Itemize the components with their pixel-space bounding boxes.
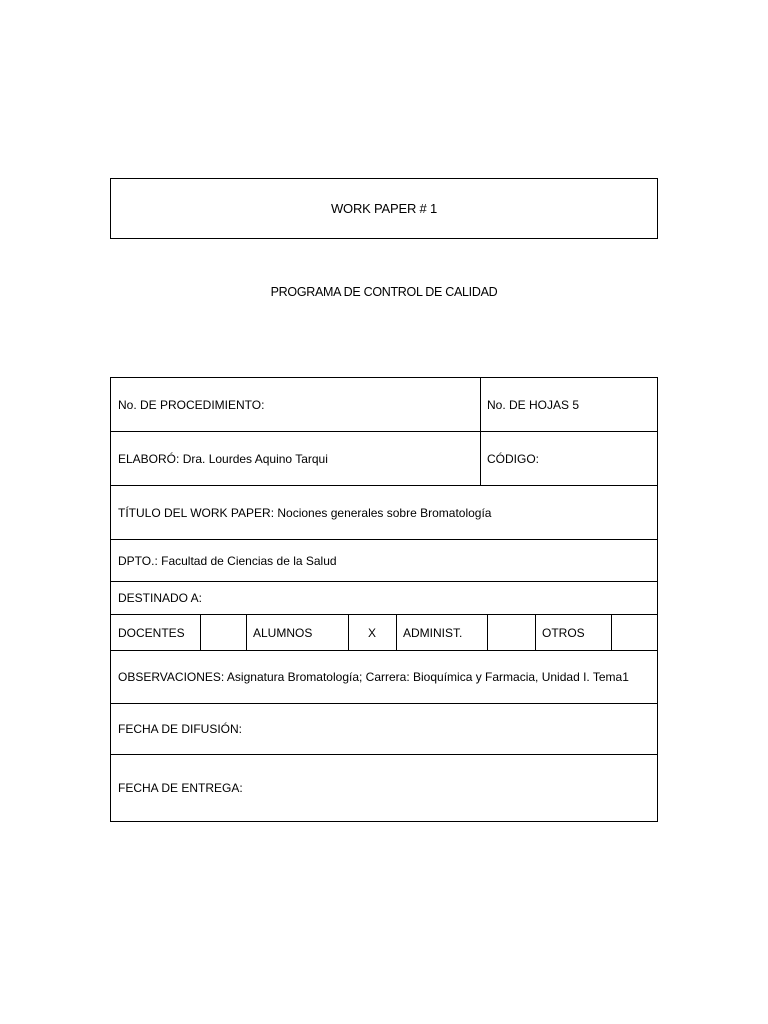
row-elaboro	[111, 432, 657, 486]
alumnos-checkbox[interactable]: X	[367, 625, 376, 640]
work-paper-title: WORK PAPER # 1	[330, 201, 438, 216]
row-destinado	[111, 582, 657, 615]
row-dpto	[111, 540, 657, 582]
destinado-label: DESTINADO A:	[118, 591, 203, 605]
codigo-label: CÓDIGO:	[487, 451, 540, 466]
dpto-text: DPTO.: Facultad de Ciencias de la Salud	[118, 553, 337, 568]
program-subtitle: PROGRAMA DE CONTROL DE CALIDAD	[270, 285, 498, 299]
otros-checkbox[interactable]	[611, 615, 657, 650]
hojas-label: No. DE HOJAS 5	[487, 397, 580, 412]
row-titulo	[111, 486, 657, 540]
work-paper-title-box	[110, 178, 658, 239]
titulo-text: TÍTULO DEL WORK PAPER: Nociones generales sobre Bromatología	[118, 505, 492, 520]
row-fecha-difusion	[111, 704, 657, 755]
row-procedimiento	[111, 378, 657, 432]
docentes-checkbox[interactable]	[200, 615, 246, 650]
procedure-form-table	[110, 377, 658, 822]
row-fecha-entrega	[111, 755, 657, 821]
elaboro-text: ELABORÓ: Dra. Lourdes Aquino Tarqui	[118, 451, 328, 466]
alumnos-label: ALUMNOS	[253, 625, 313, 640]
row-observaciones	[111, 651, 657, 704]
procedimiento-label: No. DE PROCEDIMIENTO:	[118, 397, 265, 412]
otros-label: OTROS	[542, 625, 585, 640]
fecha-difusion-label: FECHA DE DIFUSIÓN:	[118, 722, 243, 736]
row-audience	[111, 615, 657, 651]
observaciones-text: OBSERVACIONES: Asignatura Bromatología; Carrera: Bioquímica y Farmacia, Unidad I. Tema1	[118, 670, 629, 684]
fecha-entrega-label: FECHA DE ENTREGA:	[118, 781, 243, 795]
administ-checkbox[interactable]	[487, 615, 535, 650]
administ-label: ADMINIST.	[403, 625, 463, 640]
docentes-label: DOCENTES	[118, 625, 185, 640]
